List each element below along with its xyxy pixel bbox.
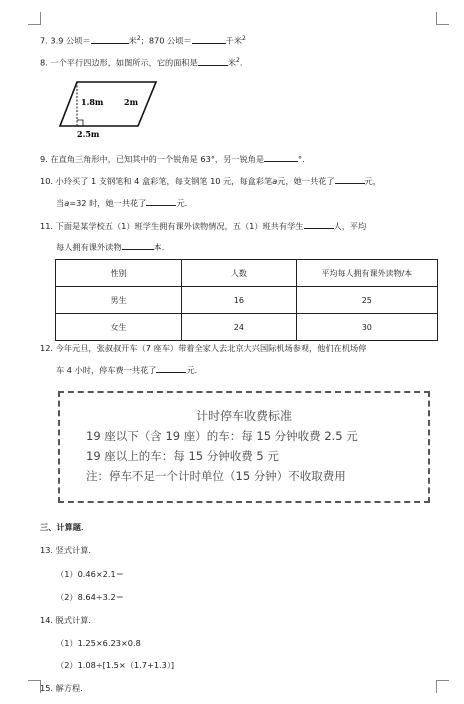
question-15	[40, 682, 88, 694]
question-text: 每人拥有课外读物	[56, 242, 122, 252]
question-9	[40, 152, 310, 165]
question-14-item-1: （1）1.25×6.23×0.8	[56, 638, 141, 648]
superscript: 2	[242, 35, 246, 42]
question-number: 8.	[40, 57, 48, 68]
crop-mark-top-right	[436, 12, 449, 25]
unit: 米	[227, 57, 237, 68]
table-cell: 16	[182, 287, 297, 314]
question-13-item-1: （1）0.46×2.1＝	[56, 569, 124, 579]
question-text: 车 4 小时，停车费一共花了	[56, 365, 157, 375]
table-cell: 30	[296, 314, 437, 341]
question-text: 竖式计算．	[55, 545, 97, 555]
answer-blank[interactable]	[156, 363, 186, 373]
unit: °．	[298, 154, 311, 164]
question-text: 解方程．	[55, 683, 89, 693]
question-11	[40, 219, 366, 232]
question-10	[40, 174, 381, 187]
side-label: 2m	[124, 97, 139, 107]
punctuation: ．	[239, 57, 249, 68]
table-header: 平均每人拥有课外读物/本	[296, 260, 437, 287]
question-12	[40, 342, 366, 354]
parallelogram-figure	[55, 76, 165, 138]
answer-blank[interactable]	[91, 34, 129, 44]
question-12-line-2	[56, 363, 203, 376]
height-label: 1.8m	[81, 97, 104, 107]
question-text: 当	[56, 198, 65, 208]
question-10-line-2	[56, 196, 193, 209]
parallelogram-shape	[60, 82, 156, 126]
question-text: 本．	[153, 242, 170, 252]
table-cell: 25	[296, 287, 437, 314]
question-number: 12.	[40, 343, 54, 353]
table-cell: 男生	[56, 287, 182, 314]
parking-fee-notice	[58, 391, 430, 503]
question-number: 7.	[40, 35, 48, 46]
right-angle-mark	[77, 120, 83, 126]
notice-title: 计时停车收费标准	[195, 409, 292, 423]
question-number: 9.	[40, 154, 48, 164]
question-11-line-2	[56, 240, 170, 253]
question-14	[40, 614, 97, 626]
answer-blank[interactable]	[146, 196, 176, 206]
table-cell: 女生	[56, 314, 182, 341]
answer-blank[interactable]	[335, 174, 365, 184]
table-row	[56, 314, 438, 341]
question-7	[40, 33, 246, 47]
answer-blank[interactable]	[192, 34, 226, 44]
question-number: 11.	[40, 221, 54, 231]
question-text: 元，	[364, 176, 381, 186]
table-header: 性别	[56, 260, 182, 287]
superscript: 2	[136, 35, 141, 42]
question-text: 下面是某学校五（1）班学生拥有课外读物情况，五（1）班共有学生	[55, 221, 304, 231]
question-number: 14.	[40, 615, 54, 625]
question-text: =32 时，她一共花了	[69, 198, 147, 208]
table-cell: 24	[182, 314, 297, 341]
question-8	[40, 55, 248, 69]
superscript: 2	[236, 57, 240, 64]
question-text: 小玲买了 1 支钢笔和 4 盒彩笔，每支钢笔 10 元，每盒彩笔	[55, 176, 273, 186]
question-text: 3.9 公顷＝	[50, 35, 91, 46]
notice-line: 注：停车不足一个计时单位（15 分钟）不收取费用	[86, 469, 346, 483]
notice-line: 19 座以下（含 19 座）的车：每 15 分钟收费 2.5 元	[86, 429, 358, 443]
unit: 千米	[225, 35, 243, 46]
table-row	[56, 287, 438, 314]
question-13-item-2: （2）8.64÷3.2＝	[56, 592, 124, 602]
question-number: 13.	[40, 545, 54, 555]
question-number: 15.	[40, 683, 54, 693]
answer-blank[interactable]	[304, 219, 334, 229]
question-14-item-2: （2）1.08÷[1.5×（1.7+1.3）]	[56, 660, 175, 670]
answer-blank[interactable]	[122, 240, 154, 250]
question-text: 元．	[186, 365, 203, 375]
table-header: 人数	[182, 260, 297, 287]
question-text: 今年元旦，张叔叔开车（7 座车）带着全家人去北京大兴国际机场参观，他们在机场停	[55, 343, 367, 353]
section-3-heading: 三、计算题．	[40, 522, 90, 532]
question-text: ；870 公顷＝	[140, 35, 192, 46]
question-text: 元，她一共花了	[277, 176, 335, 186]
crop-mark-top-left	[28, 12, 41, 25]
notice-line: 19 座以上的车：每 15 分钟收费 5 元	[86, 449, 279, 463]
unit: 米	[128, 35, 137, 46]
question-text: 一个平行四边形，如图所示，它的面积是	[50, 57, 198, 68]
question-number: 10.	[40, 176, 54, 186]
variable: a	[272, 176, 278, 186]
question-text: 在直角三角形中，已知其中的一个锐角是 63°，另一锐角是	[50, 154, 265, 164]
base-label: 2.5m	[77, 129, 100, 138]
question-text: 脱式计算．	[55, 615, 97, 625]
variable: a	[64, 198, 70, 208]
question-13	[40, 544, 97, 556]
question-text: 人，平均	[333, 221, 367, 231]
answer-blank[interactable]	[198, 56, 228, 66]
table-header-row	[56, 260, 438, 287]
reading-stats-table	[55, 259, 438, 341]
question-text: 元．	[176, 198, 193, 208]
crop-mark-bottom-right	[436, 680, 449, 693]
answer-blank[interactable]	[264, 152, 298, 162]
